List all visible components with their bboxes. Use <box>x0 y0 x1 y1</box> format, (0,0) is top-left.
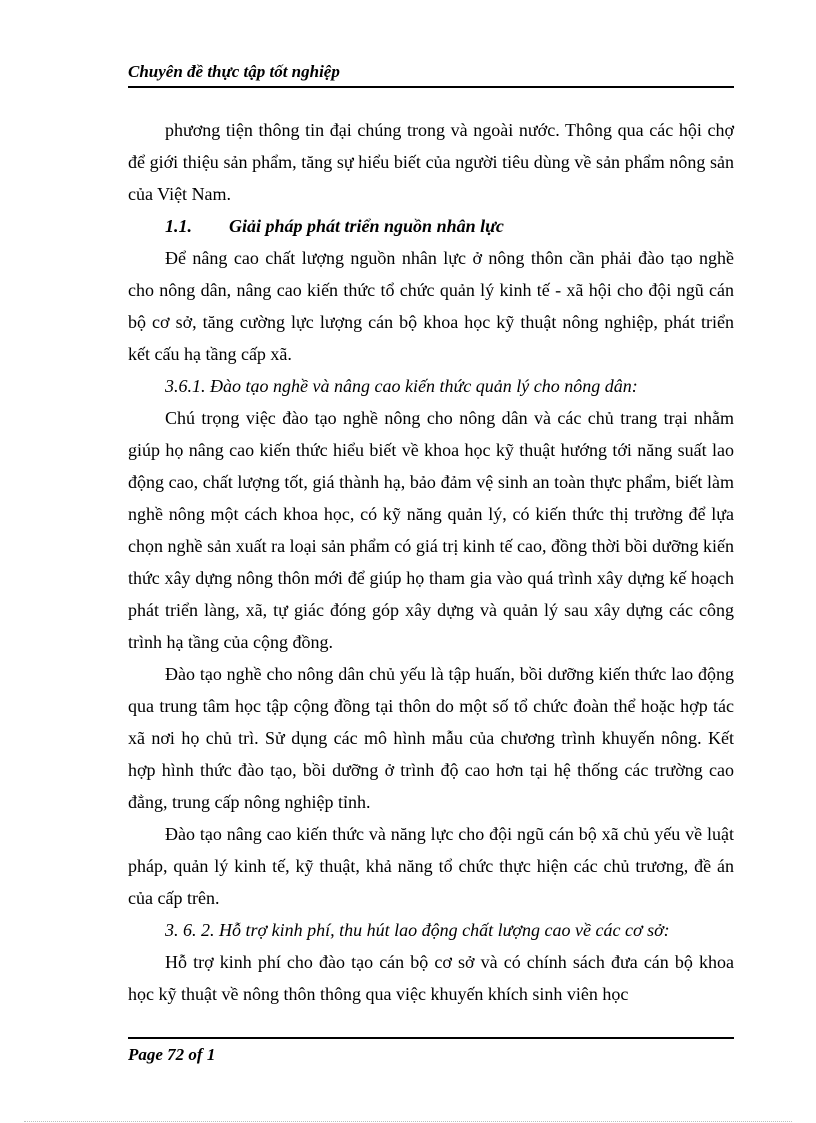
page-bottom-divider <box>24 1121 792 1122</box>
paragraph: Đào tạo nâng cao kiến thức và năng lực cho đội ngũ cán bộ xã chủ yếu về luật pháp, quản lý kinh tế, kỹ thuật, khả năng tổ chức thực hiện các chủ trương, đề án của cấp trên. <box>128 824 734 908</box>
header-title: Chuyên đề thực tập tốt nghiệp <box>128 62 340 81</box>
subsection-heading: 3.6.1. Đào tạo nghề và nâng cao kiến thức quản lý cho nông dân: <box>165 376 638 396</box>
paragraph: Để nâng cao chất lượng nguồn nhân lực ở nông thôn cần phải đào tạo nghề cho nông dân, nâng cao kiến thức tổ chức quản lý kinh tế - xã hội cho đội ngũ cán bộ cơ sở, tăng cường lực lượng cán bộ khoa học kỹ thuật nông nghiệp, phát triển kết cấu hạ tầng cấp xã. <box>128 248 734 364</box>
section-title: Giải pháp phát triển nguồn nhân lực <box>229 216 504 236</box>
page-number: Page 72 of 1 <box>128 1045 216 1064</box>
subsection-heading: 3. 6. 2. Hỗ trợ kinh phí, thu hút lao động chất lượng cao về các cơ sở: <box>165 920 670 940</box>
paragraph: Đào tạo nghề cho nông dân chủ yếu là tập huấn, bồi dưỡng kiến thức lao động qua trung tâm học tập cộng đồng tại thôn do một số tổ chức đoàn thể hoặc hợp tác xã nơi họ chủ trì. Sử dụng các mô hình mẫu của chương trình khuyến nông. Kết hợp hình thức đào tạo, bồi dưỡng ở trình độ cao hơn tại hệ thống các trường cao đẳng, trung cấp nông nghiệp tỉnh. <box>128 664 734 812</box>
paragraph: Chú trọng việc đào tạo nghề nông cho nông dân và các chủ trang trại nhằm giúp họ nâng cao kiến thức hiểu biết về khoa học kỹ thuật hướng tới năng suất lao động cao, chất lượng tốt, giá thành hạ, bảo đảm vệ sinh an toàn thực phẩm, biết làm nghề nông một cách khoa học, có kỹ năng quản lý, có kiến thức thị trường để lựa chọn nghề sản xuất ra loại sản phẩm có giá trị kinh tế cao, đồng thời bồi dưỡng kiến thức xây dựng nông thôn mới để giúp họ tham gia vào quá trình xây dựng kế hoạch phát triển làng, xã, tự giác đóng góp xây dựng và quản lý sau xây dựng các công trình hạ tầng của cộng đồng. <box>128 408 734 652</box>
paragraph: phương tiện thông tin đại chúng trong và ngoài nước. Thông qua các hội chợ để giới thiệu sản phẩm, tăng sự hiểu biết của người tiêu dùng về sản phẩm nông sản của Việt Nam. <box>128 120 734 204</box>
section-heading <box>128 210 734 242</box>
section-number: 1.1. <box>165 216 192 236</box>
document-body <box>128 114 734 1014</box>
paragraph: Hỗ trợ kinh phí cho đào tạo cán bộ cơ sở và có chính sách đưa cán bộ khoa học kỹ thuật về nông thôn thông qua việc khuyến khích sinh viên học <box>128 952 734 1004</box>
page-header <box>128 60 734 88</box>
page-footer <box>128 1037 734 1071</box>
